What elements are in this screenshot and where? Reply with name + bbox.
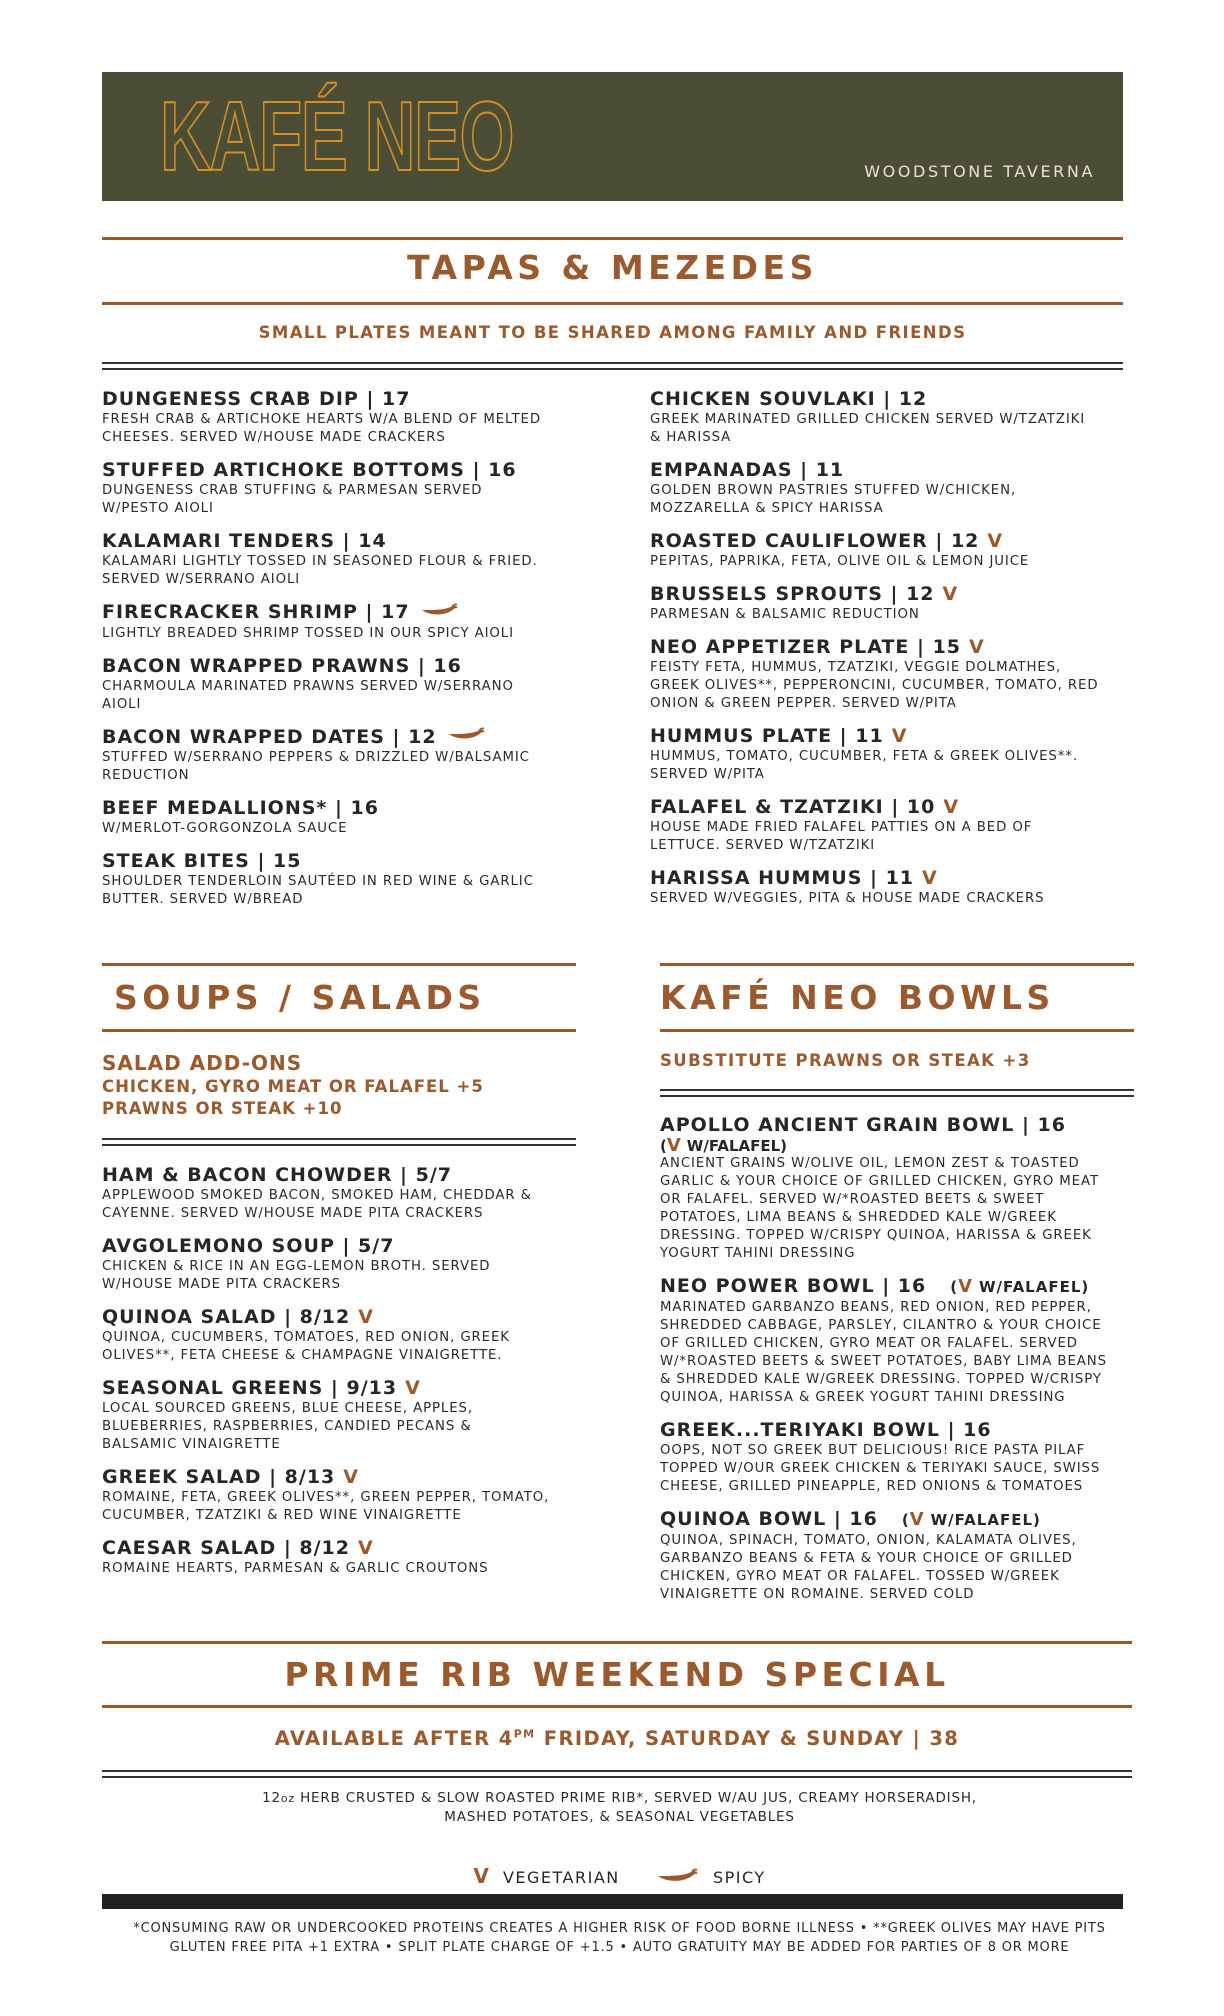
tapas-title: TAPAS & MEZEDES <box>407 248 818 287</box>
menu-item <box>650 387 1140 447</box>
menu-item-description: CHICKEN & RICE IN AN EGG-LEMON BROTH. SERVED W/HOUSE MADE PITA CRACKERS <box>102 1259 491 1292</box>
menu-item <box>102 387 622 447</box>
tapas-left-column <box>102 387 622 920</box>
kafe-neo-logo: KAFÉ NEO <box>160 81 514 191</box>
menu-item <box>660 1113 1140 1263</box>
bowls-list <box>660 1113 1140 1615</box>
menu-item-description: OOPS, NOT SO GREEK BUT DELICIOUS! RICE PASTA PILAF TOPPED W/OUR GREEK CHICKEN & TERIYAKI SAUCE, SWISS CHEESE, GRILLED PINEAPPLE, RED ONIONS & TOMATOES <box>660 1443 1101 1494</box>
menu-item-description: HUMMUS, TOMATO, CUCUMBER, FETA & GREEK OLIVES**. SERVED W/PITA <box>650 749 1078 782</box>
menu-item-description: KALAMARI LIGHTLY TOSSED IN SEASONED FLOUR & FRIED. SERVED W/SERRANO AIOLI <box>102 554 538 587</box>
bowls-subtitle: SUBSTITUTE PRAWNS OR STEAK +3 <box>660 1051 1031 1070</box>
menu-item-name: GREEK SALAD | 8/13 V <box>102 1466 359 1488</box>
menu-item-name: NEO POWER BOWL | 16 (V W/FALAFEL) <box>660 1275 1090 1297</box>
menu-item-name: FALAFEL & TZATZIKI | 10 V <box>650 796 960 818</box>
soups-list <box>102 1163 622 1589</box>
menu-item-description: CHARMOULA MARINATED PRAWNS SERVED W/SERRANO AIOLI <box>102 678 514 712</box>
menu-item <box>660 1418 1140 1496</box>
menu-item-name: HAM & BACON CHOWDER | 5/7 <box>102 1164 452 1186</box>
vegetarian-icon: V <box>942 583 959 605</box>
divider <box>102 1029 576 1032</box>
divider <box>102 1770 1132 1772</box>
menu-item-name: HUMMUS PLATE | 11 V <box>650 725 908 747</box>
chili-pepper-icon <box>447 725 487 749</box>
vegetarian-icon: V <box>891 725 908 747</box>
vegetarian-icon: V <box>343 1466 359 1488</box>
menu-item-description: GREEK MARINATED GRILLED CHICKEN SERVED W/TZATZIKI & HARISSA <box>650 412 1086 445</box>
menu-item-name: EMPANADAS | 11 <box>650 459 845 481</box>
menu-item-name: QUINOA BOWL | 16 (V W/FALAFEL) <box>660 1508 1041 1530</box>
divider <box>102 1705 1132 1708</box>
menu-item-description: GOLDEN BROWN PASTRIES STUFFED W/CHICKEN, MOZZARELLA & SPICY HARISSA <box>650 483 1017 516</box>
divider <box>102 1138 576 1140</box>
falafel-option-note: (V W/FALAFEL) <box>660 1135 788 1156</box>
salad-addons <box>102 1050 484 1120</box>
menu-item-name: FIRECRACKER SHRIMP | 17 <box>102 600 622 625</box>
menu-item-description: FEISTY FETA, HUMMUS, TZATZIKI, VEGGIE DOLMATHES, GREEK OLIVES**, PEPPERONCINI, CUCUMBER, TOMATO, RED ONION & GREEN PEPPER. SERVED W/PITA <box>650 660 1099 711</box>
menu-item <box>102 600 622 643</box>
divider <box>660 1095 1134 1097</box>
tapas-right-column <box>650 387 1140 919</box>
prime-rib-availability: AVAILABLE AFTER $4^{PM}$ FRIDAY, SATURDAY & SUNDAY | 38 <box>274 1727 960 1750</box>
menu-item <box>102 1305 622 1365</box>
menu-item <box>650 866 1140 908</box>
menu-item <box>650 529 1140 571</box>
legend <box>102 1864 1137 1890</box>
vegetarian-icon: V <box>987 530 1004 552</box>
header-banner <box>102 72 1123 201</box>
menu-item-description: SHOULDER TENDERLOIN SAUTÉED IN RED WINE & GARLIC BUTTER. SERVED W/BREAD <box>102 874 534 907</box>
vegetarian-icon: V <box>666 1135 681 1156</box>
menu-item <box>650 724 1140 784</box>
menu-item-description: PEPITAS, PAPRIKA, FETA, OLIVE OIL & LEMON JUICE <box>650 554 1030 569</box>
menu-item <box>102 1163 622 1223</box>
menu-item-description: LOCAL SOURCED GREENS, BLUE CHEESE, APPLES, BLUEBERRIES, RASPBERRIES, CANDIED PECANS & BALSAMIC VINAIGRETTE <box>102 1401 473 1452</box>
menu-item <box>660 1507 1140 1604</box>
menu-item-name: HARISSA HUMMUS | 11 V <box>650 867 938 889</box>
divider <box>102 362 1123 364</box>
vegetarian-icon: V <box>358 1537 374 1559</box>
menu-item-description: ROMAINE HEARTS, PARMESAN & GARLIC CROUTONS <box>102 1561 489 1576</box>
menu-item <box>102 1376 622 1454</box>
menu-item-name: APOLLO ANCIENT GRAIN BOWL | 16 <box>660 1114 1066 1136</box>
menu-item-name: SEASONAL GREENS | 9/13 V <box>102 1377 421 1399</box>
menu-item-description: LIGHTLY BREADED SHRIMP TOSSED IN OUR SPICY AIOLI <box>102 625 514 641</box>
tapas-subtitle: SMALL PLATES MEANT TO BE SHARED AMONG FAMILY AND FRIENDS <box>258 323 967 342</box>
menu-item-description: QUINOA, SPINACH, TOMATO, ONION, KALAMATA OLIVES, GARBANZO BEANS & FETA & YOUR CHOICE OF GRILLED CHICKEN, GYRO MEAT OR FALAFEL. TOSSED W/GREEK VINAIGRETTE ON ROMAINE. SERVED COLD <box>660 1533 1077 1602</box>
menu-item-description: SERVED W/VEGGIES, PITA & HOUSE MADE CRACKERS <box>650 891 1045 906</box>
vegetarian-icon: V <box>358 1306 374 1328</box>
menu-item-description: HOUSE MADE FRIED FALAFEL PATTIES ON A BED OF LETTUCE. SERVED W/TZATZIKI <box>650 820 1033 853</box>
menu-item-name: BACON WRAPPED PRAWNS | 16 <box>102 654 462 677</box>
footer-bar <box>102 1894 1123 1909</box>
menu-item <box>102 1465 622 1525</box>
vegetarian-icon: V <box>405 1377 421 1399</box>
footer-line-1: *CONSUMING RAW OR UNDERCOOKED PROTEINS CREATES A HIGHER RISK OF FOOD BORNE ILLNESS • **GREEK OLIVES MAY HAVE PITS <box>133 1921 1106 1936</box>
divider <box>102 1641 1132 1644</box>
footer-line-2: GLUTEN FREE PITA +1 EXTRA • SPLIT PLATE CHARGE OF +1.5 • AUTO GRATUITY MAY BE ADDED FOR PARTIES OF 8 OR MORE <box>169 1940 1070 1955</box>
vegetarian-icon: V <box>473 1864 491 1888</box>
vegetarian-icon: V <box>943 796 960 818</box>
bowls-title: KAFÉ NEO BOWLS <box>660 978 1055 1017</box>
menu-item <box>660 1274 1140 1407</box>
vegetarian-icon: V <box>958 1276 974 1297</box>
prime-rib-description: 12oz HERB CRUSTED & SLOW ROASTED PRIME RIB*, SERVED W/AU JUS, CREAMY HORSERADISH, MASHED POTATOES, & SEASONAL VEGETABLES <box>262 1790 977 1825</box>
menu-item-description: DUNGENESS CRAB STUFFING & PARMESAN SERVED W/PESTO AIOLI <box>102 483 483 516</box>
menu-item-name: BACON WRAPPED DATES | 12 <box>102 725 622 750</box>
addons-title: SALAD ADD-ONS <box>102 1051 303 1075</box>
legend-spicy-label: SPICY <box>712 1868 766 1887</box>
menu-item-description: FRESH CRAB & ARTICHOKE HEARTS W/A BLEND OF MELTED CHEESES. SERVED W/HOUSE MADE CRACKERS <box>102 412 541 445</box>
menu-item-description: QUINOA, CUCUMBERS, TOMATOES, RED ONION, GREEK OLIVES**, FETA CHEESE & CHAMPAGNE VINAIGRETTE. <box>102 1330 510 1363</box>
divider <box>102 963 576 966</box>
menu-item <box>102 1234 622 1294</box>
divider <box>102 368 1123 370</box>
chili-pepper-icon <box>420 601 460 625</box>
menu-item <box>650 582 1140 624</box>
menu-item-name: CAESAR SALAD | 8/12 V <box>102 1537 374 1559</box>
menu-item <box>650 458 1140 518</box>
menu-item-description: W/MERLOT-GORGONZOLA SAUCE <box>102 821 348 836</box>
menu-item-name: DUNGENESS CRAB DIP | 17 <box>102 388 411 410</box>
menu-item <box>650 635 1140 713</box>
vegetarian-icon: V <box>922 867 938 889</box>
divider <box>102 1144 576 1146</box>
menu-item-description: APPLEWOOD SMOKED BACON, SMOKED HAM, CHEDDAR & CAYENNE. SERVED W/HOUSE MADE PITA CRACKERS <box>102 1188 532 1221</box>
divider <box>102 237 1123 240</box>
menu-item-name: BRUSSELS SPROUTS | 12 V <box>650 583 959 605</box>
menu-item-name: AVGOLEMONO SOUP | 5/7 <box>102 1235 395 1257</box>
tagline: WOODSTONE TAVERNA <box>864 162 1095 181</box>
addon-chicken: CHICKEN, GYRO MEAT OR FALAFEL +5 <box>102 1077 484 1096</box>
falafel-option-note: (V W/FALAFEL) <box>901 1509 1041 1530</box>
menu-item-name: NEO APPETIZER PLATE | 15 V <box>650 636 985 658</box>
divider <box>102 302 1123 305</box>
menu-item-name: BEEF MEDALLIONS* | 16 <box>102 797 379 819</box>
divider <box>660 963 1134 966</box>
menu-item-name: QUINOA SALAD | 8/12 V <box>102 1306 374 1328</box>
menu-item-description: PARMESAN & BALSAMIC REDUCTION <box>650 607 920 622</box>
footer-notes <box>102 1919 1137 1957</box>
menu-item <box>102 849 622 909</box>
menu-item-description: ANCIENT GRAINS W/OLIVE OIL, LEMON ZEST & TOASTED GARLIC & YOUR CHOICE OF GRILLED CHICKEN, GYRO MEAT OR FALAFEL. SERVED W/*ROASTED BEETS & SWEET POTATOES, LIMA BEANS & SHREDDED KALE W/GREEK DRESSING. TOPPED W/CRISPY QUINOA, HARISSA & GREEK YOGURT TAHINI DRESSING <box>660 1156 1099 1261</box>
menu-item-name: STEAK BITES | 15 <box>102 850 302 872</box>
menu-item-description: ROMAINE, FETA, GREEK OLIVES**, GREEN PEPPER, TOMATO, CUCUMBER, TZATZIKI & RED WINE VINAIGRETTE <box>102 1490 550 1523</box>
menu-item-name: ROASTED CAULIFLOWER | 12 V <box>650 530 1004 552</box>
menu-item-description: STUFFED W/SERRANO PEPPERS & DRIZZLED W/BALSAMIC REDUCTION <box>102 750 530 783</box>
divider <box>660 1089 1134 1091</box>
menu-item-name: KALAMARI TENDERS | 14 <box>102 530 387 552</box>
addon-prawns: PRAWNS OR STEAK +10 <box>102 1099 343 1118</box>
soups-title: SOUPS / SALADS <box>114 978 486 1017</box>
menu-item-name: GREEK...TERIYAKI BOWL | 16 <box>660 1419 992 1441</box>
menu-item <box>102 529 622 589</box>
menu-item <box>102 1536 622 1578</box>
legend-vegetarian-label: VEGETARIAN <box>502 1868 620 1887</box>
menu-item <box>102 796 622 838</box>
divider <box>102 1776 1132 1778</box>
menu-item-name: CHICKEN SOUVLAKI | 12 <box>650 388 928 410</box>
menu-item <box>102 458 622 518</box>
menu-item-name: STUFFED ARTICHOKE BOTTOMS | 16 <box>102 459 517 481</box>
menu-item <box>650 795 1140 855</box>
falafel-option-note: (V W/FALAFEL) <box>950 1276 1090 1297</box>
menu-item <box>102 654 622 714</box>
chili-pepper-icon <box>656 1868 700 1890</box>
prime-rib-title: PRIME RIB WEEKEND SPECIAL <box>284 1655 950 1694</box>
vegetarian-icon: V <box>969 636 985 658</box>
vegetarian-icon: V <box>909 1509 925 1530</box>
menu-item-description: MARINATED GARBANZO BEANS, RED ONION, RED PEPPER, SHREDDED CABBAGE, PARSLEY, CILANTRO & YOUR CHOICE OF GRILLED CHICKEN, GYRO MEAT OR FALAFEL. SERVED W/*ROASTED BEETS & SWEET POTATOES, BABY LIMA BEANS & SHREDDED KALE W/GREEK DRESSING. TOPPED W/CRISPY QUINOA, HARISSA & GREEK YOGURT TAHINI DRESSING <box>660 1300 1107 1405</box>
divider <box>660 1029 1134 1032</box>
menu-item <box>102 725 622 786</box>
